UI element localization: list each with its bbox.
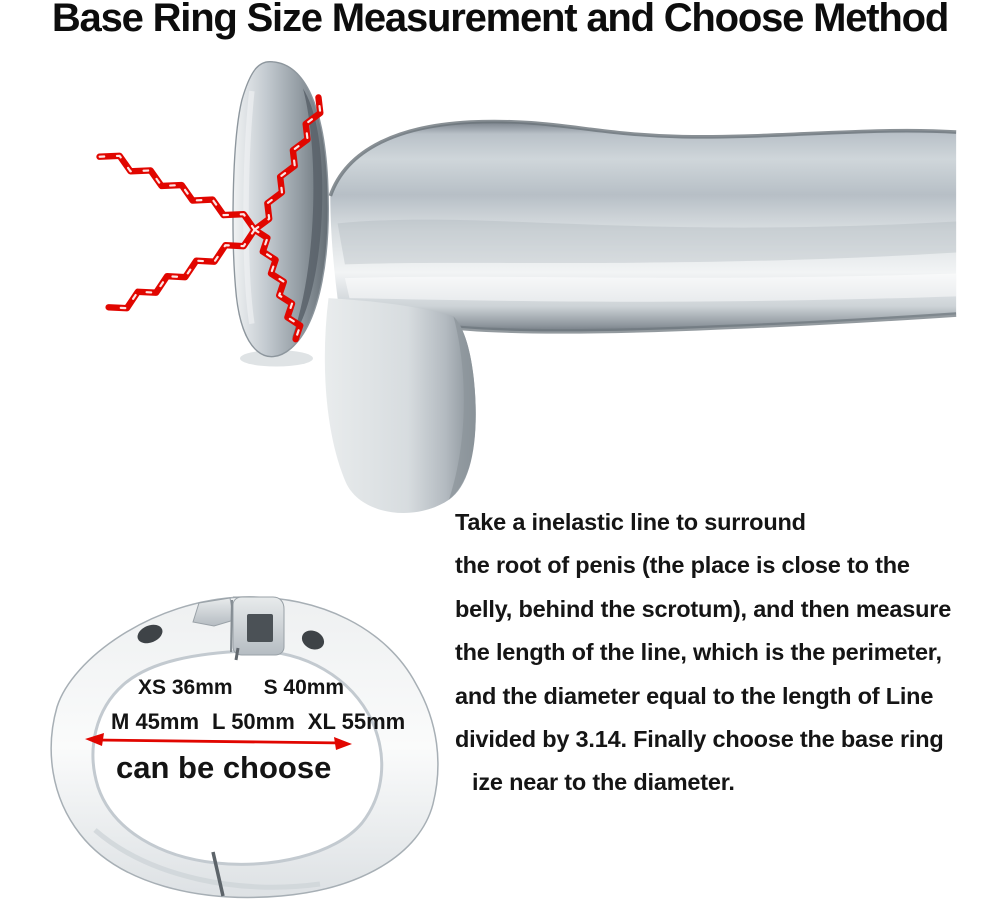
ring-size-option: XL 55mm <box>307 709 406 734</box>
ring-size-row-2 <box>111 709 405 735</box>
instruction-line: belly, behind the scrotum), and then measure <box>455 595 952 622</box>
instruction-line: the length of the line, which is the perimeter, <box>455 639 942 666</box>
scrotum-render <box>325 298 476 513</box>
base-ring-image <box>30 590 450 899</box>
ring-size-option: S 40mm <box>263 676 345 699</box>
instruction-line: and the diameter equal to the length of Line <box>455 682 934 709</box>
page-title: Base Ring Size Measurement and Choose Method <box>51 0 949 40</box>
ring-size-row-1 <box>138 676 344 700</box>
instruction-line: Take a inelastic line to surround <box>455 509 806 535</box>
ring-size-option: M 45mm <box>111 709 200 734</box>
ring-size-option: XS 36mm <box>138 676 233 699</box>
clasp-socket <box>247 614 273 642</box>
instruction-text <box>455 501 1000 805</box>
instruction-line: the root of penis (the place is close to the <box>455 552 910 579</box>
diameter-arrow-icon <box>85 733 352 750</box>
clasp-slit <box>236 648 238 660</box>
shaft-render <box>330 122 956 332</box>
ring-caption: can be choose <box>116 750 332 785</box>
instruction-line: divided by 3.14. Finally choose the base ring <box>455 726 944 753</box>
product-illustration <box>0 50 1000 570</box>
instruction-line: ize near to the diameter. <box>472 769 735 796</box>
ring-size-option: L 50mm <box>212 709 295 734</box>
